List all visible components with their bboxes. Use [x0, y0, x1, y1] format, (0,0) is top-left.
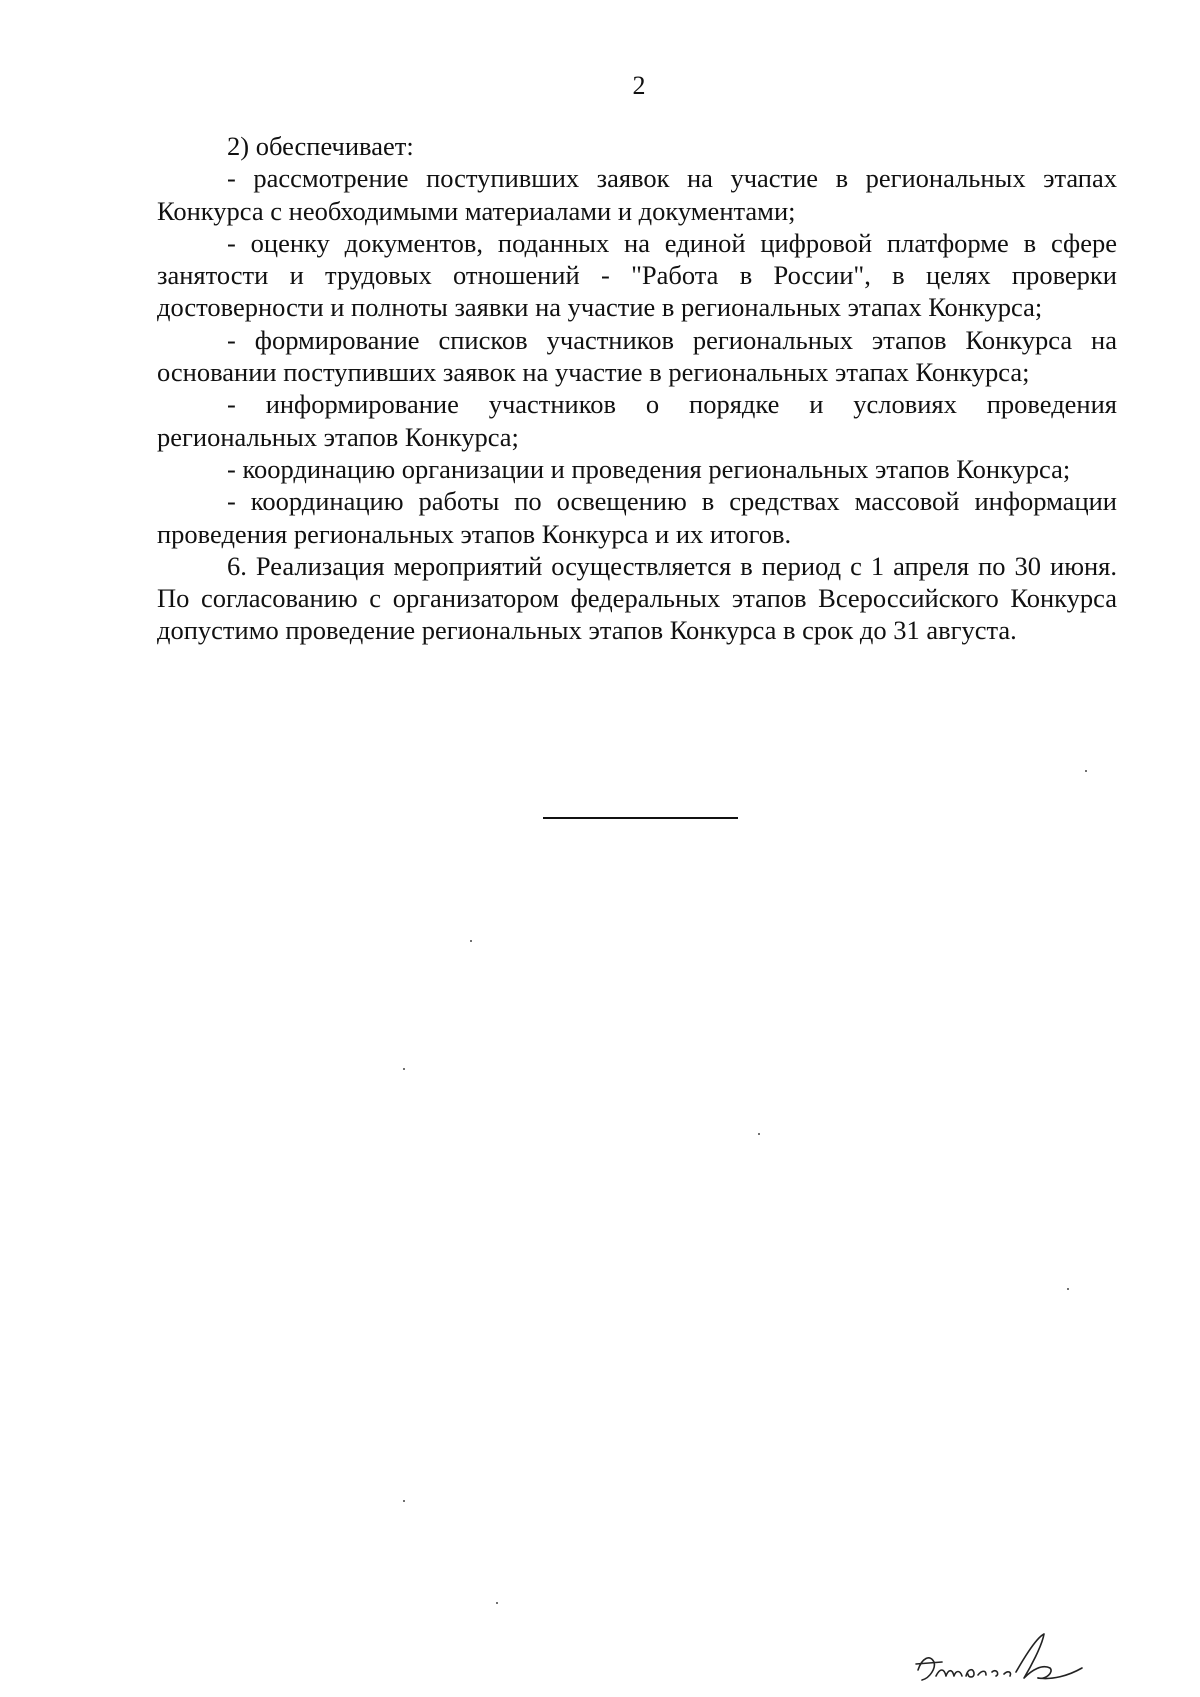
end-of-text-divider	[543, 817, 738, 819]
paragraph-media-coverage: - координацию работы по освещению в средствах массовой информации проведения региональных этапов Конкурса и их итогов.	[157, 486, 1117, 549]
scan-speck	[496, 1602, 498, 1604]
scan-speck	[758, 1133, 760, 1135]
scan-speck	[470, 940, 472, 942]
paragraph-implementation-period: 6. Реализация мероприятий осуществляется в период с 1 апреля по 30 июня. По согласованию с организатором федеральных этапов Всероссийского Конкурса допустимо проведение региональных этапов Конкурса в срок до 31 августа.	[157, 550, 1117, 646]
scan-speck	[403, 1500, 405, 1502]
scan-speck	[403, 1068, 405, 1070]
handwritten-signature-icon	[912, 1628, 1092, 1688]
document-body	[157, 130, 1117, 647]
paragraph-review-applications: - рассмотрение поступивших заявок на участие в региональных этапах Конкурса с необходимыми материалами и документами;	[157, 163, 1117, 226]
scan-speck	[1067, 1288, 1069, 1290]
scan-speck	[1085, 770, 1087, 772]
paragraph-coordination: - координацию организации и проведения региональных этапов Конкурса;	[227, 453, 1071, 484]
paragraph-informing-participants: - информирование участников о порядке и условиях проведения региональных этапов Конкурса;	[157, 389, 1117, 452]
paragraph-provides-heading: 2) обеспечивает:	[227, 131, 414, 161]
page-number: 2	[632, 71, 646, 100]
paragraph-document-evaluation: - оценку документов, поданных на единой цифровой платформе в сфере занятости и трудовых отношений - "Работа в России", в целях проверки достоверности и полноты заявки на участие в региональных этапах Конкурса;	[157, 227, 1117, 323]
paragraph-participant-lists: - формирование списков участников региональных этапов Конкурса на основании поступивших заявок на участие в региональных этапах Конкурса;	[157, 324, 1117, 388]
